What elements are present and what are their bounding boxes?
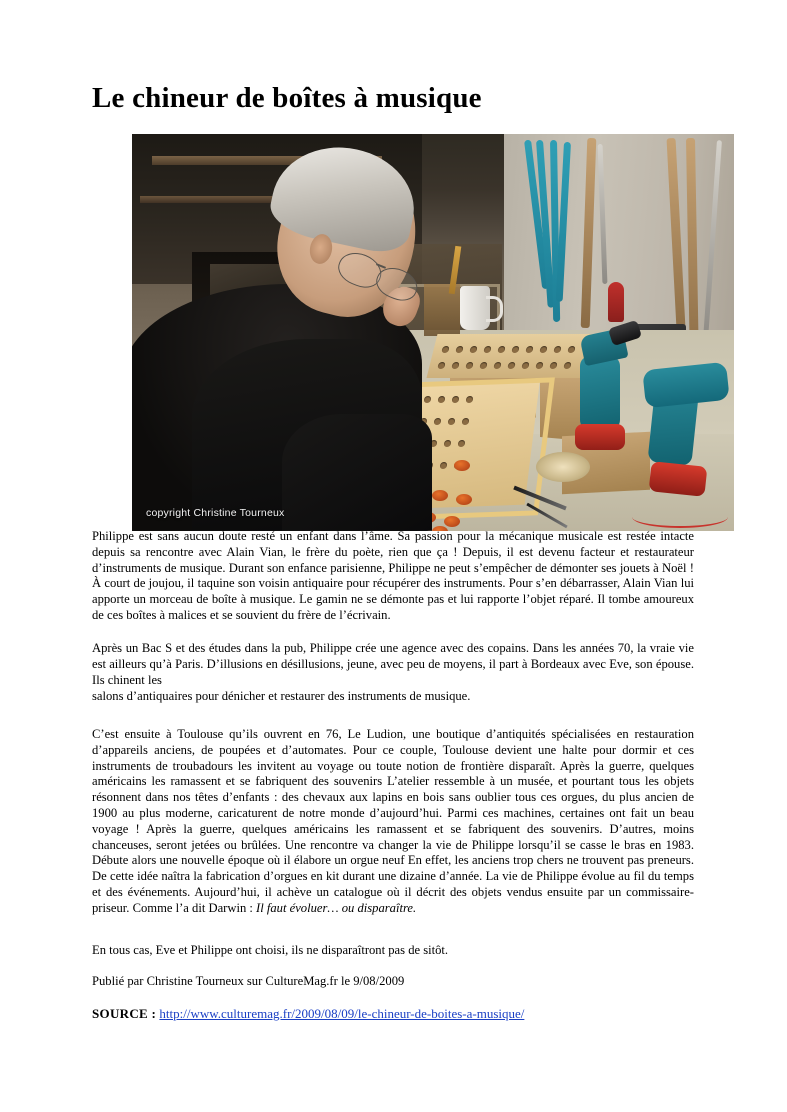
hole [549,362,558,369]
article-paragraph-3 [92,727,694,917]
hole [433,418,441,425]
red-cable [632,506,728,528]
hole [465,396,473,403]
hole [461,418,469,425]
darwin-quote: Il faut évoluer… ou disparaître. [256,900,417,915]
hole [451,396,459,403]
article-paragraph-4 [92,943,694,959]
article-paragraph-1 [92,529,694,624]
cordless-drill-1-battery [575,424,625,450]
hole [493,362,502,369]
hole [483,346,492,353]
cordless-drill-1-body [580,356,620,430]
paragraph-text: salons d’antiquaires pour dénicher et restaurer des instruments de musique. [92,689,471,703]
hole [437,362,446,369]
paragraph-text: Après un Bac S et des études dans la pub, Philippe crée une agence avec des copains. Dans les années 70, la vraie vie est ailleurs qu’à Paris. D’illusions en désillusions, jeune, avec peu de moyens, il part à Bordeaux avec Eve, son épouse. Ils chinent les [92,641,694,687]
red-handled-pliers [608,282,624,322]
hole [525,346,534,353]
craftsman-arm [282,414,432,531]
leather-disc-5 [444,516,460,527]
leather-disc-1 [454,460,470,471]
hole [469,346,478,353]
cordless-drill-2-battery [649,461,708,497]
hole [455,346,464,353]
leather-disc-3 [456,494,472,505]
mug-handle [486,296,503,322]
article-paragraph-2-continuation [92,689,694,705]
page-title: Le chineur de boîtes à musique [92,82,482,115]
hole [437,396,445,403]
organ-bar-holes-row-2 [437,362,572,369]
hole [535,362,544,369]
source-url-link[interactable]: http://www.culturemag.fr/2009/08/09/le-chineur-de-boites-a-musique/ [159,1006,525,1021]
tray-holes-row-1 [423,396,473,403]
hole [441,346,450,353]
paragraph-text: Philippe est sans aucun doute resté un enfant dans l’âme. Sa passion pour la mécanique musicale est restée intacte depuis sa rencontre avec Alain Vian, le frère du poète, rien que ça ! Depuis, il est devenu facteur et restaurateur d’instruments de musique. Durant son enfance parisienne, Philippe ne peut s’empêcher de démonter ses jouets à Noël ! À court de joujou, il taquine son voisin antiquaire pour récupérer des instruments. Pour s’en débarrasser, Alain Vian lui apporte un morceau de boîte à musique. Le gamin ne se démonte pas et lui rapporte l’objet réparé. Il tombe amoureux de ces boîtes à malices et se souvient du frère de l’écrivain. [92,529,694,622]
hole [423,396,431,403]
organ-bar-holes-row-1 [441,346,576,353]
hole [451,362,460,369]
wood-shavings-pile [536,452,590,482]
hole [439,462,447,469]
hole [479,362,488,369]
hole [443,440,451,447]
publication-credit: Publié par Christine Tourneux sur CultureMag.fr le 9/08/2009 [92,974,405,988]
source-line [92,1006,694,1022]
hole [447,418,455,425]
leather-disc-2 [432,490,448,501]
hole [507,362,516,369]
article-photo [132,134,734,531]
hole [521,362,530,369]
paragraph-main-text: C’est ensuite à Toulouse qu’ils ouvrent en 76, Le Ludion, une boutique d’antiquités spécialisées en restauration d’appareils anciens, de poupées et d’automates. Pour ce couple, Toulouse devient une halte pour dormir et ces instruments de troubadours les invitent au voyage ou toute notion de frontière disparaît. Après la guerre, quelques américains les ramassent et se fabriquent des souvenirs L’atelier ressemble à un musée, et pourtant tous les objets résonnent dans nos têtes d’enfants : des chevaux aux lapins en bois sans oublier tous ces orgues, du plus ancien de 1900 au plus moderne, caricaturent de notre monde d’aujourd’hui. Parmi ces machines, certaines ont fait un beau voyage ! Après la guerre, quelques américains les ramassent et se fabriquent des souvenirs. D’autres, moins chanceuses, seront jetées ou brûlées. Une rencontre va changer la vie de Philippe lorsqu’il se casse le bras en 1983. Débute alors une nouvelle époque où il élabore un orgue neuf En effet, les anciens trop chers ne trouvent pas preneurs. De cette idée naîtra la fabrication d’orgues en kit durant une dizaine d’année. La vie de Philippe évolue au fil du temps et des événements. Aujourd’hui, il achève un catalogue où il décrit des objets vendus ensuite par un commissaire-priseur. Comme l’a dit Darwin : [92,727,694,915]
paragraph-text: En tous cas, Eve et Philippe ont choisi, ils ne disparaîtront pas de sitôt. [92,943,449,957]
hole [497,346,506,353]
source-label: SOURCE : [92,1006,157,1021]
hole [553,346,562,353]
paragraph-text [92,727,694,917]
hole [465,362,474,369]
article-paragraph-2 [92,641,694,688]
hole [511,346,520,353]
hole [539,346,548,353]
photo-copyright-caption: copyright Christine Tourneux [146,507,285,519]
photo-illustration [132,134,734,531]
hole [457,440,465,447]
